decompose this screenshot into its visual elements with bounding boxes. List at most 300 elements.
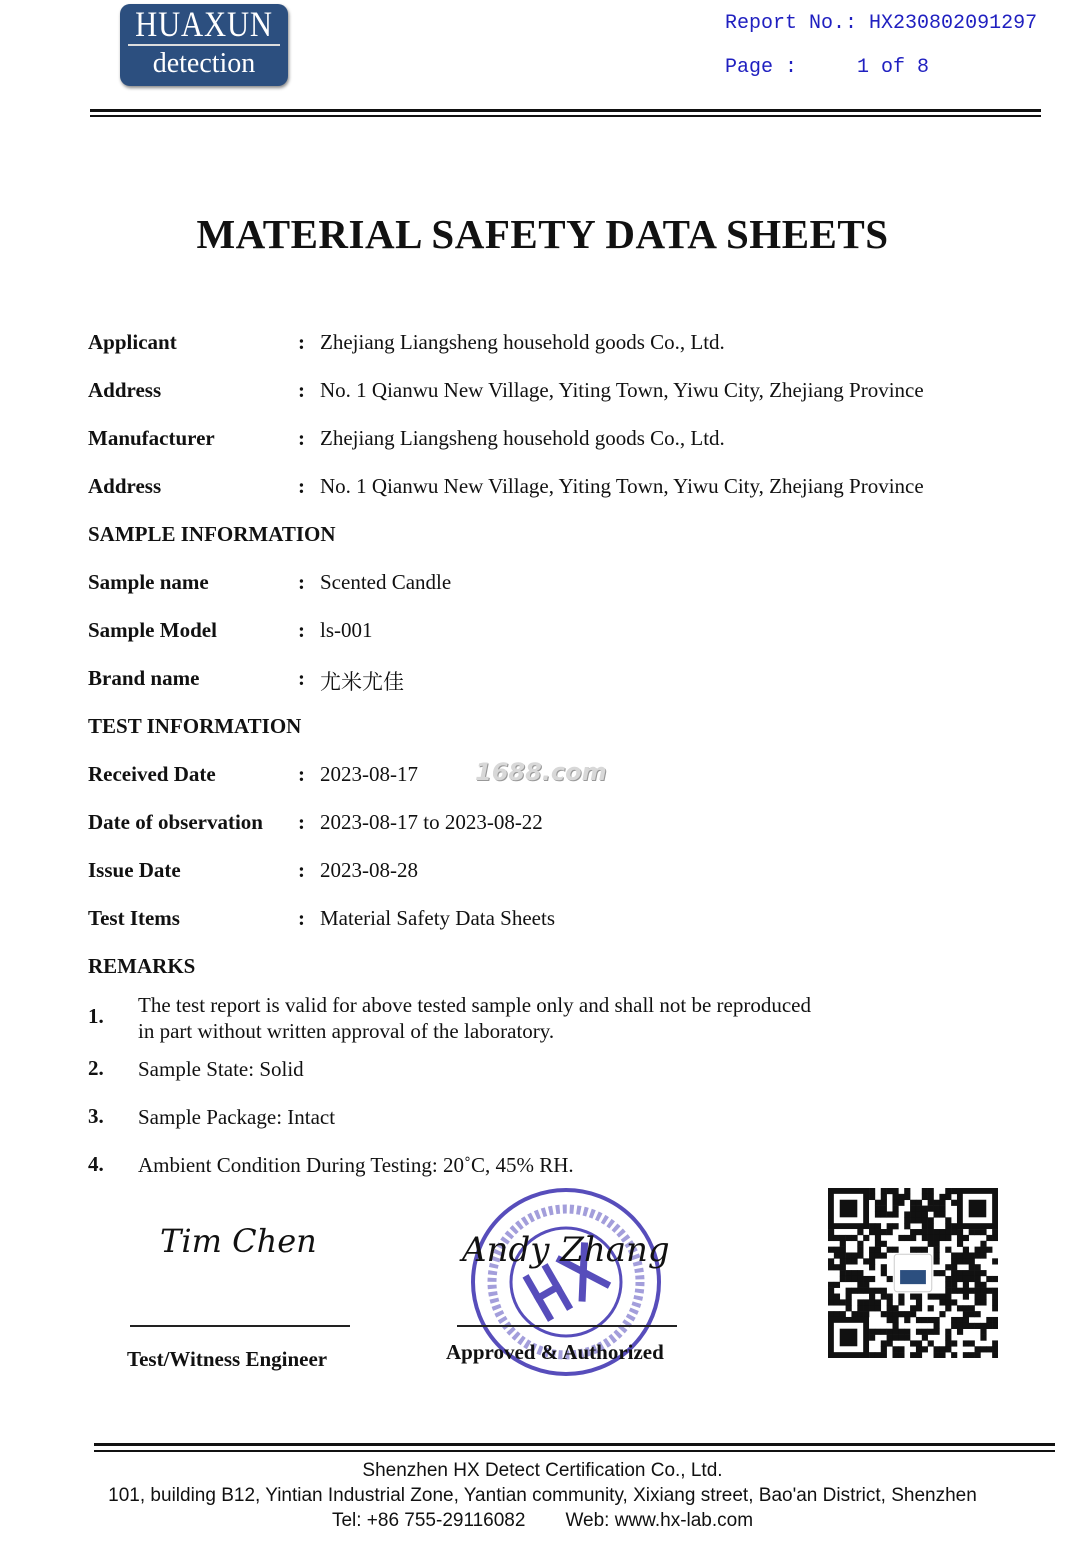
qr-module [881, 1252, 887, 1258]
qr-module [881, 1264, 887, 1270]
qr-module [887, 1317, 893, 1323]
field-value: 2023-08-17 [320, 762, 418, 786]
qr-module [969, 1276, 975, 1282]
field-label: Sample name [88, 570, 209, 594]
qr-module [975, 1270, 981, 1276]
qr-module [904, 1335, 910, 1341]
qr-module [881, 1206, 887, 1212]
qr-module [857, 1252, 863, 1258]
qr-module [992, 1235, 998, 1241]
field-row [88, 906, 1008, 932]
qr-module [916, 1317, 922, 1323]
qr-module [922, 1211, 928, 1217]
qr-module [869, 1276, 875, 1282]
field-colon: : [298, 570, 305, 594]
qr-module [851, 1270, 857, 1276]
qr-module [887, 1211, 893, 1217]
field-label: Address [88, 474, 162, 498]
qr-module [951, 1188, 957, 1194]
qr-module [863, 1288, 869, 1294]
qr-module [992, 1340, 998, 1346]
field-row [88, 570, 1008, 596]
qr-module [928, 1305, 934, 1311]
qr-module [945, 1282, 951, 1288]
qr-module [928, 1194, 934, 1200]
qr-module [863, 1276, 869, 1282]
qr-module [969, 1258, 975, 1264]
qr-module [945, 1217, 951, 1223]
qr-module [928, 1317, 934, 1323]
qr-module [945, 1194, 951, 1200]
engineer-signature-line [130, 1325, 350, 1327]
qr-module [951, 1276, 957, 1282]
qr-module [851, 1235, 857, 1241]
field-value: Scented Candle [320, 570, 452, 594]
qr-module [846, 1276, 852, 1282]
qr-module [857, 1288, 863, 1294]
qr-module [851, 1288, 857, 1294]
qr-module [875, 1229, 881, 1235]
qr-module [945, 1299, 951, 1305]
qr-module [892, 1329, 898, 1335]
qr-module [916, 1305, 922, 1311]
qr-module [846, 1270, 852, 1276]
qr-module [975, 1264, 981, 1270]
qr-module [904, 1235, 910, 1241]
qr-module [840, 1247, 846, 1253]
qr-module [992, 1276, 998, 1282]
qr-module [916, 1200, 922, 1206]
page-number-value: 1 of 8 [857, 56, 930, 79]
qr-module [846, 1258, 852, 1264]
field-row [88, 666, 1008, 692]
field-value: Zhejiang Liangsheng household goods Co., Ltd. [320, 426, 725, 450]
qr-module [869, 1188, 875, 1194]
qr-module [980, 1329, 986, 1335]
qr-module [834, 1252, 840, 1258]
qr-module [957, 1317, 963, 1323]
qr-module [857, 1247, 863, 1253]
qr-module [863, 1299, 869, 1305]
qr-module [951, 1264, 957, 1270]
qr-module [898, 1329, 904, 1335]
qr-module [957, 1276, 963, 1282]
qr-module [992, 1317, 998, 1323]
remark-text [138, 1104, 335, 1130]
qr-module [975, 1288, 981, 1294]
field-value: No. 1 Qianwu New Village, Yiting Town, Yiwu City, Zhejiang Province [320, 474, 924, 498]
qr-module [928, 1340, 934, 1346]
qr-module [910, 1294, 916, 1300]
qr-module [951, 1200, 957, 1206]
qr-module [945, 1223, 951, 1229]
footer-web: Web: www.hx-lab.com [565, 1510, 754, 1531]
qr-module [963, 1323, 969, 1329]
remark-line: Sample Package: Intact [138, 1105, 336, 1129]
qr-module [869, 1294, 875, 1300]
remark-text [138, 992, 811, 1044]
qr-module [875, 1235, 881, 1241]
qr-module [898, 1194, 904, 1200]
qr-module [922, 1223, 928, 1229]
qr-module [939, 1299, 945, 1305]
qr-module [857, 1270, 863, 1276]
qr-module [969, 1311, 975, 1317]
qr-module [828, 1299, 834, 1305]
qr-module [828, 1235, 834, 1241]
remark-number: 2. [88, 1056, 104, 1080]
qr-module [934, 1346, 940, 1352]
qr-module [857, 1241, 863, 1247]
field-label: Sample Model [88, 618, 217, 642]
qr-module [892, 1317, 898, 1323]
qr-module [898, 1200, 904, 1206]
qr-module [939, 1311, 945, 1317]
qr-module [934, 1229, 940, 1235]
qr-module [892, 1223, 898, 1229]
qr-module [881, 1294, 887, 1300]
qr-module [980, 1270, 986, 1276]
qr-module [840, 1258, 846, 1264]
qr-module [945, 1335, 951, 1341]
qr-module [963, 1282, 969, 1288]
qr-module [963, 1252, 969, 1258]
qr-module [828, 1288, 834, 1294]
qr-module [916, 1211, 922, 1217]
qr-module [963, 1317, 969, 1323]
field-colon: : [298, 666, 305, 690]
qr-module [963, 1311, 969, 1317]
qr-module [922, 1335, 928, 1341]
footer-rule-thin [94, 1450, 1055, 1452]
field-value: No. 1 Qianwu New Village, Yiting Town, Yiwu City, Zhejiang Province [320, 378, 924, 402]
qr-module [934, 1294, 940, 1300]
qr-module [980, 1346, 986, 1352]
qr-module [910, 1200, 916, 1206]
qr-module [869, 1223, 875, 1229]
qr-module [892, 1346, 898, 1352]
qr-module [898, 1335, 904, 1341]
qr-module [934, 1317, 940, 1323]
qr-module [957, 1329, 963, 1335]
qr-module [969, 1252, 975, 1258]
qr-module [869, 1252, 875, 1258]
footer-tel: Tel: +86 755-29116082 [331, 1510, 526, 1531]
qr-module [851, 1311, 857, 1317]
qr-module [892, 1206, 898, 1212]
qr-module [945, 1288, 951, 1294]
qr-module [934, 1323, 940, 1329]
qr-module [969, 1270, 975, 1276]
remark-item [88, 992, 988, 1044]
qr-module [910, 1211, 916, 1217]
qr-module [834, 1282, 840, 1288]
qr-module [904, 1223, 910, 1229]
qr-code [828, 1188, 998, 1358]
remark-line: The test report is valid for above tested sample only and shall not be reproduced [138, 993, 811, 1017]
qr-module [840, 1264, 846, 1270]
qr-module [875, 1223, 881, 1229]
page-number-label: Page : [725, 56, 798, 79]
qr-module [875, 1252, 881, 1258]
qr-module [875, 1200, 881, 1206]
qr-module [980, 1229, 986, 1235]
qr-module [857, 1311, 863, 1317]
field-colon: : [298, 906, 305, 930]
qr-module [934, 1352, 940, 1358]
field-row [88, 858, 1008, 884]
qr-module [975, 1294, 981, 1300]
qr-module [828, 1264, 834, 1270]
qr-module [887, 1329, 893, 1335]
qr-module [881, 1288, 887, 1294]
qr-module [963, 1352, 969, 1358]
remark-number: 1. [88, 1004, 104, 1028]
qr-module [934, 1258, 940, 1264]
qr-module [934, 1329, 940, 1335]
qr-module [992, 1352, 998, 1358]
qr-module [975, 1252, 981, 1258]
qr-module [887, 1335, 893, 1341]
qr-module [898, 1294, 904, 1300]
qr-module [916, 1346, 922, 1352]
qr-module [869, 1264, 875, 1270]
qr-module [892, 1247, 898, 1253]
qr-module [887, 1223, 893, 1229]
qr-module [922, 1247, 928, 1253]
qr-module [857, 1305, 863, 1311]
qr-module [980, 1288, 986, 1294]
qr-module [939, 1346, 945, 1352]
qr-module [980, 1247, 986, 1253]
qr-module [904, 1194, 910, 1200]
qr-module [881, 1188, 887, 1194]
qr-module [834, 1235, 840, 1241]
field-value: ls-001 [320, 618, 373, 642]
qr-module [910, 1352, 916, 1358]
qr-module [875, 1288, 881, 1294]
qr-module [904, 1211, 910, 1217]
qr-module [951, 1282, 957, 1288]
qr-module [869, 1194, 875, 1200]
approver-signature: Andy Zhang [462, 1230, 670, 1270]
qr-module [869, 1335, 875, 1341]
qr-module [963, 1247, 969, 1253]
qr-module [875, 1247, 881, 1253]
qr-center-logo-mark [900, 1270, 926, 1284]
qr-module [957, 1252, 963, 1258]
qr-module [846, 1252, 852, 1258]
qr-module [945, 1329, 951, 1335]
field-label: Manufacturer [88, 426, 215, 450]
qr-module [875, 1305, 881, 1311]
qr-module [910, 1340, 916, 1346]
qr-module [928, 1223, 934, 1229]
qr-module [887, 1276, 893, 1282]
logo-subtext: detection [152, 48, 256, 79]
page-number [725, 56, 929, 79]
qr-module [992, 1346, 998, 1352]
qr-module [887, 1247, 893, 1253]
header-rule [90, 109, 1041, 112]
qr-module [828, 1258, 834, 1264]
qr-module [869, 1229, 875, 1235]
qr-module [881, 1229, 887, 1235]
qr-module [945, 1247, 951, 1253]
qr-module [904, 1311, 910, 1317]
qr-module [934, 1206, 940, 1212]
qr-module [916, 1217, 922, 1223]
qr-module [957, 1258, 963, 1264]
qr-module [834, 1311, 840, 1317]
field-label: Date of observation [88, 810, 263, 834]
qr-module [898, 1352, 904, 1358]
qr-module [887, 1229, 893, 1235]
qr-module [951, 1229, 957, 1235]
test-heading: TEST INFORMATION [88, 714, 302, 738]
qr-module [939, 1235, 945, 1241]
qr-module [992, 1323, 998, 1329]
qr-module [898, 1311, 904, 1317]
remark-line: in part without written approval of the laboratory. [138, 1019, 555, 1043]
field-colon: : [298, 762, 305, 786]
qr-module [922, 1194, 928, 1200]
qr-module [904, 1329, 910, 1335]
field-value: Zhejiang Liangsheng household goods Co., Ltd. [320, 330, 725, 354]
qr-module [892, 1311, 898, 1317]
qr-module [881, 1340, 887, 1346]
field-label: Received Date [88, 762, 216, 786]
qr-module [840, 1299, 846, 1305]
qr-module [980, 1282, 986, 1288]
qr-module [945, 1305, 951, 1311]
qr-module [957, 1241, 963, 1247]
field-colon: : [298, 378, 305, 402]
qr-module [975, 1299, 981, 1305]
qr-module [887, 1188, 893, 1194]
qr-module [898, 1346, 904, 1352]
qr-module [840, 1241, 846, 1247]
qr-module [910, 1206, 916, 1212]
qr-module [875, 1206, 881, 1212]
qr-module [957, 1235, 963, 1241]
qr-module [934, 1235, 940, 1241]
qr-module [869, 1247, 875, 1253]
field-label: Issue Date [88, 858, 181, 882]
qr-module [840, 1252, 846, 1258]
qr-module [922, 1206, 928, 1212]
qr-module [986, 1276, 992, 1282]
qr-module [875, 1211, 881, 1217]
qr-module [828, 1247, 834, 1253]
qr-module [881, 1211, 887, 1217]
qr-module [851, 1258, 857, 1264]
approver-label: Approved & Authorized [446, 1340, 664, 1364]
qr-module [910, 1235, 916, 1241]
qr-module [863, 1258, 869, 1264]
qr-module [945, 1346, 951, 1352]
qr-module [951, 1270, 957, 1276]
qr-module [851, 1252, 857, 1258]
qr-module [910, 1217, 916, 1223]
qr-module [980, 1241, 986, 1247]
qr-module [857, 1282, 863, 1288]
qr-module [904, 1188, 910, 1194]
field-colon: : [298, 810, 305, 834]
field-label: Address [88, 378, 162, 402]
qr-module [969, 1264, 975, 1270]
qr-finder-center [969, 1200, 987, 1218]
qr-module [963, 1340, 969, 1346]
qr-module [939, 1352, 945, 1358]
qr-module [957, 1305, 963, 1311]
qr-module [869, 1258, 875, 1264]
qr-module [922, 1317, 928, 1323]
qr-module [945, 1229, 951, 1235]
qr-module [863, 1282, 869, 1288]
page-title: MATERIAL SAFETY DATA SHEETS [196, 211, 889, 257]
qr-module [840, 1235, 846, 1241]
qr-module [992, 1305, 998, 1311]
field-value: 尤米尤佳 [320, 670, 404, 694]
qr-module [916, 1247, 922, 1253]
qr-module [975, 1247, 981, 1253]
qr-module [969, 1305, 975, 1311]
qr-module [951, 1352, 957, 1358]
approver-signature-line [457, 1325, 677, 1327]
qr-module [887, 1299, 893, 1305]
qr-module [963, 1305, 969, 1311]
qr-module [840, 1311, 846, 1317]
qr-module [863, 1235, 869, 1241]
field-label: Test Items [88, 906, 180, 930]
qr-module [928, 1241, 934, 1247]
report-number-label: Report No.: [725, 12, 858, 35]
qr-module [904, 1217, 910, 1223]
qr-module [887, 1340, 893, 1346]
qr-module [910, 1229, 916, 1235]
qr-module [846, 1299, 852, 1305]
qr-module [928, 1294, 934, 1300]
qr-module [980, 1252, 986, 1258]
qr-module [951, 1323, 957, 1329]
field-row [88, 618, 1008, 644]
qr-module [828, 1311, 834, 1317]
qr-module [892, 1194, 898, 1200]
qr-module [916, 1352, 922, 1358]
qr-module [928, 1200, 934, 1206]
qr-module [980, 1323, 986, 1329]
qr-module [910, 1305, 916, 1311]
qr-module [875, 1352, 881, 1358]
qr-module [969, 1340, 975, 1346]
qr-module [840, 1270, 846, 1276]
watermark: 1688.com [475, 758, 607, 786]
qr-module [875, 1299, 881, 1305]
qr-module [963, 1258, 969, 1264]
qr-module [951, 1299, 957, 1305]
qr-module [951, 1288, 957, 1294]
field-colon: : [298, 618, 305, 642]
qr-module [898, 1235, 904, 1241]
qr-module [934, 1211, 940, 1217]
field-value: Material Safety Data Sheets [320, 906, 555, 930]
qr-module [857, 1229, 863, 1235]
qr-module [986, 1323, 992, 1329]
field-colon: : [298, 858, 305, 882]
qr-module [939, 1229, 945, 1235]
qr-module [892, 1188, 898, 1194]
